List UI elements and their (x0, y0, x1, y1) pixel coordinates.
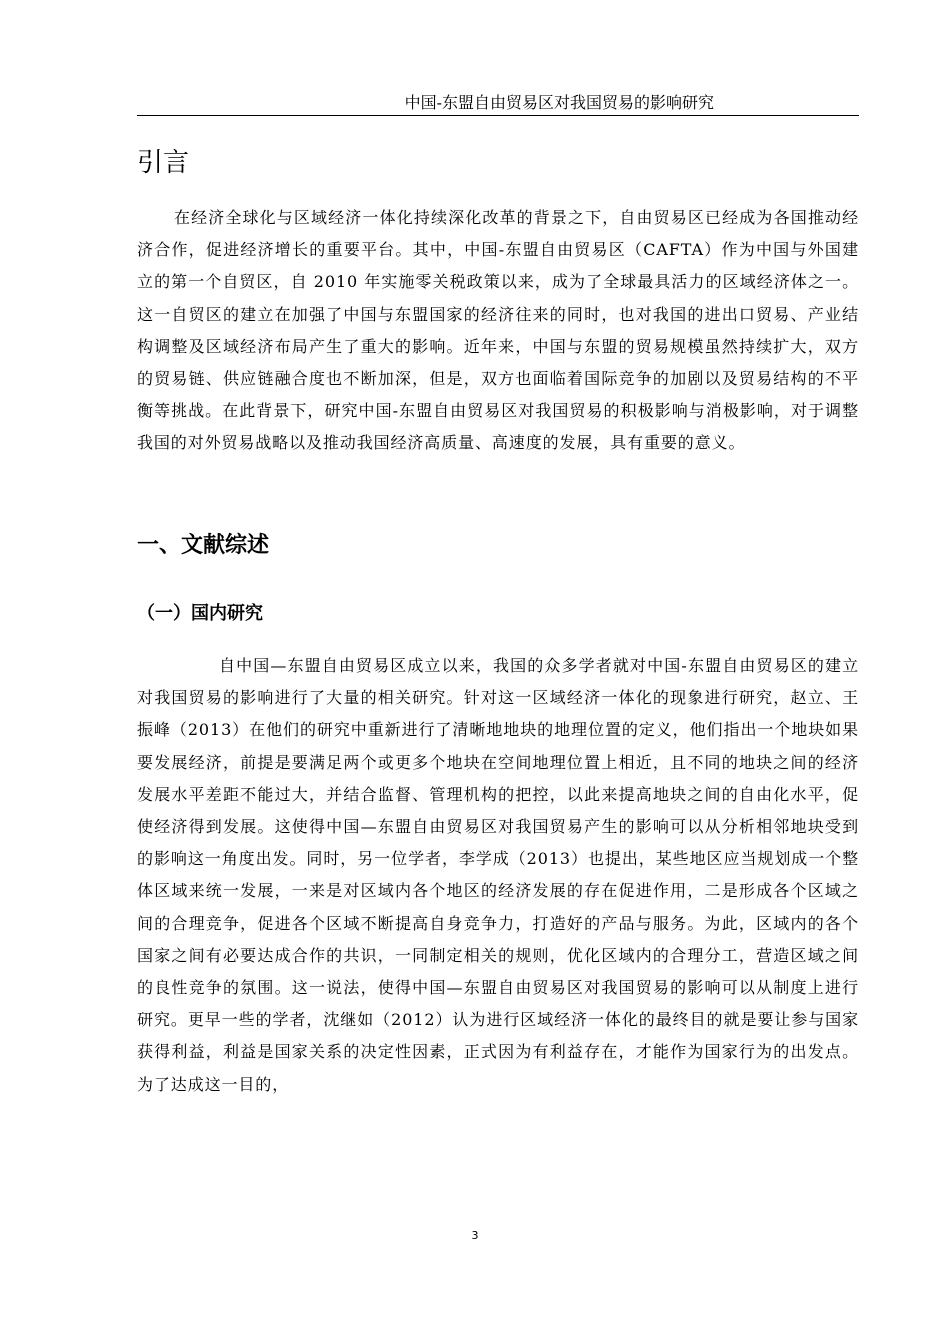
section-heading-literature-review: 一、文献综述 (137, 533, 270, 558)
intro-heading: 引言 (137, 148, 190, 178)
intro-paragraph: 在经济全球化与区域经济一体化持续深化改革的背景之下，自由贸易区已经成为各国推动经济合作，促进经济增长的重要平台。其中，中国-东盟自由贸易区（CAFTA）作为中国与外国建立的第一个自贸区，自 2010 年实施零关税政策以来，成为了全球最具活力的区域经济体之一。这一自贸区的建立在加强了中国与东盟国家的经济往来的同时，也对我国的进出口贸易、产业结构调整及区域经济布局产生了重大的影响。近年来，中国与东盟的贸易规模虽然持续扩大，双方的贸易链、供应链融合度也不断加深，但是，双方也面临着国际竞争的加剧以及贸易结构的不平衡等挑战。在此背景下，研究中国-东盟自由贸易区对我国贸易的积极影响与消极影响，对于调整我国的对外贸易战略以及推动我国经济高质量、高速度的发展，具有重要的意义。 (137, 208, 859, 453)
subsection-heading-domestic-research: （一）国内研究 (137, 603, 263, 624)
running-header: 中国-东盟自由贸易区对我国贸易的影响研究 (137, 94, 859, 116)
page-number: 3 (471, 1229, 479, 1242)
domestic-research-paragraph: 自中国—东盟自由贸易区成立以来，我国的众多学者就对中国-东盟自由贸易区的建立对我国贸易的影响进行了大量的相关研究。针对这一区域经济一体化的现象进行研究，赵立、王振峰（2013）在他们的研究中重新进行了清晰地地块的地理位置的定义，他们指出一个地块如果要发展经济，前提是要满足两个或更多个地块在空间地理位置上相近，且不同的地块之间的经济发展水平差距不能过大，并结合监督、管理机构的把控，以此来提高地块之间的自由化水平，促使经济得到发展。这使得中国—东盟自由贸易区对我国贸易产生的影响可以从分析相邻地块受到的影响这一角度出发。同时，另一位学者，李学成（2013）也提出，某些地区应当规划成一个整体区域来统一发展，一来是对区域内各个地区的经济发展的存在促进作用，二是形成各个区域之间的合理竞争，促进各个区域不断提高自身竞争力，打造好的产品与服务。为此，区域内的各个国家之间有必要达成合作的共识，一同制定相关的规则，优化区域内的合理分工，营造区域之间的良性竞争的氛围。这一说法，使得中国—东盟自由贸易区对我国贸易的影响可以从制度上进行研究。更早一些的学者，沈继如（2012）认为进行区域经济一体化的最终目的就是要让参与国家获得利益，利益是国家关系的决定性因素，正式因为有利益存在，才能作为国家行为的出发点。为了达成这一目的， (137, 656, 859, 1094)
